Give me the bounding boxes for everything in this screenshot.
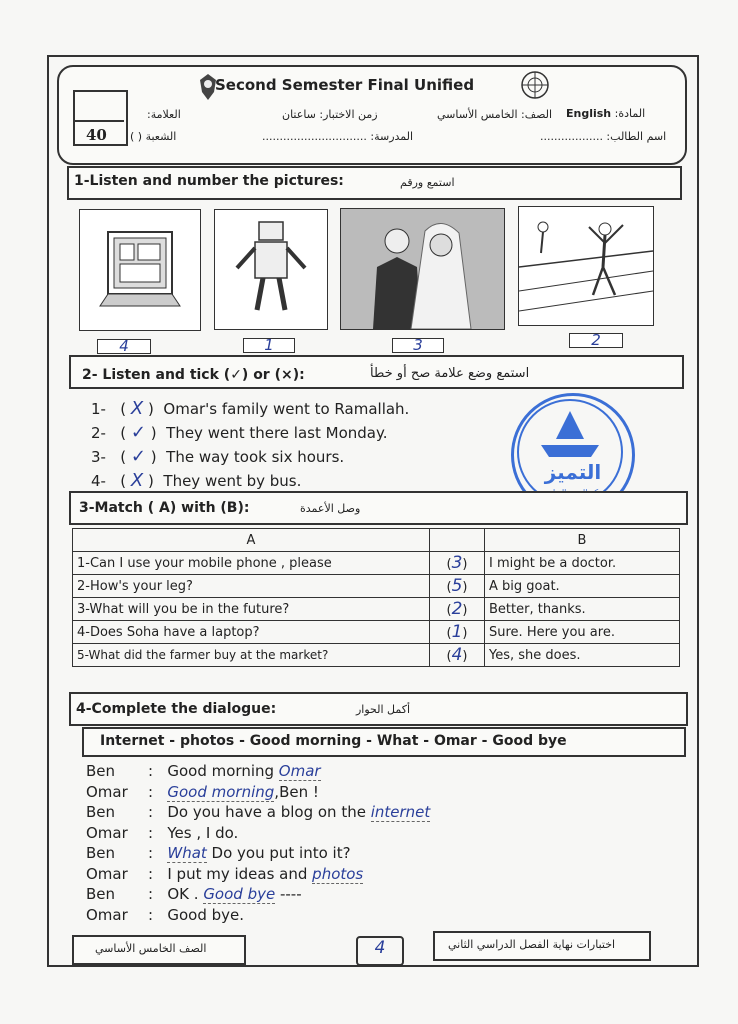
subject-value: English [566, 107, 612, 120]
dialogue-line: Omar : Good morning,Ben ! [86, 782, 319, 801]
subject-label: المادة: [614, 107, 646, 120]
section4-title-ar: أكمل الحوار [356, 703, 411, 716]
tick-item-mark[interactable]: ✓ [130, 422, 146, 443]
dialogue-text: Yes , I do. [167, 823, 239, 842]
school-label: المدرسة: .............................. [262, 130, 414, 143]
picture4-answer-box[interactable] [569, 333, 623, 348]
section1-title: 1-Listen and number the pictures: [74, 173, 344, 189]
section1-title-ar: استمع ورقم [400, 176, 455, 189]
dialogue-text: Good bye. [167, 905, 245, 924]
match-header-row [73, 529, 680, 552]
dialogue-text: Good morning [167, 762, 279, 780]
match-question: 3-What will you be in the future? [73, 598, 430, 621]
match-response: A big goat. [485, 575, 680, 598]
match-question: 5-What did the farmer buy at the market? [73, 644, 430, 667]
match-answer: 3 [451, 553, 463, 573]
match-answer-cell[interactable]: (4) [430, 644, 485, 667]
match-question: 4-Does Soha have a laptop? [73, 621, 430, 644]
match-answer: 1 [451, 622, 463, 642]
dialogue-text: OK . [167, 885, 204, 903]
section-label: الشعبة ( ) [130, 130, 177, 143]
dialogue-answer[interactable]: Good bye [203, 885, 276, 903]
dialogue-answer[interactable]: internet [370, 803, 431, 821]
dialogue [86, 762, 626, 926]
tick-item-4: 4- ( X ) They went by bus. [91, 470, 302, 491]
dialogue-answer[interactable]: photos [312, 864, 364, 883]
tick-item-text: They went there last Monday. [166, 424, 388, 442]
match-answer-cell[interactable]: (5) [430, 575, 485, 598]
dialogue-speaker: Ben [86, 762, 116, 780]
column-b-header: B [485, 529, 680, 552]
exam-title: Second Semester Final Unified [215, 76, 475, 94]
picture3-answer: 3 [413, 336, 423, 354]
tick-item-text: The way took six hours. [166, 448, 345, 466]
dialogue-answer[interactable]: What [167, 844, 207, 862]
dialogue-answer[interactable]: Good morning [167, 782, 275, 801]
match-response: I might be a doctor. [485, 552, 680, 575]
stamp-main-text: التميز [544, 460, 602, 484]
section3-title-ar: وصل الأعمدة [300, 502, 361, 515]
match-table [72, 528, 680, 667]
dialogue-speaker: Ben [86, 885, 116, 903]
match-response: Yes, she does. [485, 644, 680, 667]
total-score: 40 [86, 126, 107, 144]
tick-item-number: 1- [91, 400, 106, 418]
tick-item-mark[interactable]: X [130, 398, 144, 419]
page-number-box [356, 936, 404, 966]
un-logo-icon [520, 70, 550, 104]
table-row [73, 552, 680, 575]
table-row [73, 598, 680, 621]
tick-item-2: 2- ( ✓ ) They went there last Monday. [91, 422, 388, 443]
section2-title: 2- Listen and tick (✓) or (×): [82, 367, 305, 383]
score-divider [73, 120, 124, 122]
dialogue-line: Ben : OK . Good bye ---- [86, 885, 302, 903]
picture1-answer: 4 [119, 337, 129, 355]
dialogue-speaker: Ben [86, 844, 116, 862]
tick-item-number: 2- [91, 424, 106, 442]
match-response: Sure. Here you are. [485, 621, 680, 644]
dialogue-speaker: Omar [86, 823, 128, 842]
section4-title: 4-Complete the dialogue: [76, 701, 277, 717]
footer-left-text: الصف الخامس الأساسي [95, 942, 207, 955]
picture1-answer-box[interactable] [97, 339, 151, 354]
page-number: 4 [374, 938, 386, 958]
picture2-answer-box[interactable] [243, 338, 295, 353]
match-question: 2-How's your leg? [73, 575, 430, 598]
match-answer-cell[interactable]: (3) [430, 552, 485, 575]
answer-column-header [430, 529, 485, 552]
match-answer: 5 [451, 576, 463, 596]
column-a-header: A [73, 529, 430, 552]
match-answer: 4 [451, 645, 463, 665]
computer-picture [79, 209, 201, 331]
dialogue-text-after: ,Ben ! [274, 782, 319, 801]
tick-item-mark[interactable]: ✓ [130, 446, 146, 467]
student-name-label: اسم الطالب: .................. [540, 130, 667, 143]
table-row [73, 644, 680, 667]
tick-item-1: 1- ( X ) Omar's family went to Ramallah. [91, 398, 410, 419]
wedding-couple-picture [340, 208, 505, 330]
dialogue-text: Do you have a blog on the [167, 803, 371, 821]
section3-title: 3-Match ( A) with (B): [79, 500, 250, 516]
race-finish-picture [518, 206, 654, 326]
table-row [73, 575, 680, 598]
tick-item-number: 4- [91, 472, 106, 490]
picture3-answer-box[interactable] [392, 338, 444, 353]
dialogue-answer[interactable]: Omar [278, 762, 321, 780]
dialogue-speaker: Omar [86, 782, 128, 801]
dialogue-speaker: Ben [86, 803, 116, 821]
match-answer: 2 [451, 599, 463, 619]
table-row [73, 621, 680, 644]
tick-item-text: Omar's family went to Ramallah. [163, 400, 410, 418]
dialogue-text: I put my ideas and [167, 864, 313, 883]
picture4-answer: 2 [591, 331, 601, 349]
dialogue-line: Omar : Yes , I do. [86, 823, 239, 842]
word-bank: Internet - photos - Good morning - What - Omar - Good bye [100, 733, 567, 749]
section2-title-ar: استمع وضع علامة صح أو خطأ [370, 366, 530, 381]
dialogue-text-after: Do you put into it? [206, 844, 351, 862]
dialogue-line: Ben : Good morning Omar [86, 762, 321, 780]
tick-item-3: 3- ( ✓ ) The way took six hours. [91, 446, 345, 467]
tick-item-text: They went by bus. [163, 472, 302, 490]
robot-picture [214, 209, 328, 330]
class-label: الصف: الخامس الأساسي [437, 108, 553, 121]
dialogue-speaker: Omar [86, 864, 128, 883]
match-question: 1-Can I use your mobile phone , please [73, 552, 430, 575]
picture2-answer: 1 [264, 336, 274, 354]
match-response: Better, thanks. [485, 598, 680, 621]
tick-item-number: 3- [91, 448, 106, 466]
match-answer-cell[interactable]: (2) [430, 598, 485, 621]
dialogue-line: Ben : Do you have a blog on the internet [86, 803, 431, 821]
dialogue-speaker: Omar [86, 905, 128, 924]
dialogue-line: Omar : Good bye. [86, 905, 245, 924]
exam-time-label: زمن الاختبار: ساعتان [282, 108, 378, 121]
dialogue-text-after: ---- [275, 885, 302, 903]
match-answer-cell[interactable]: (1) [430, 621, 485, 644]
footer-right-text: اختبارات نهاية الفصل الدراسي الثاني [448, 938, 616, 951]
mark-label: العلامة: [147, 108, 181, 121]
subject-field [566, 107, 645, 120]
dialogue-line: Omar : I put my ideas and photos [86, 864, 364, 883]
dialogue-line: Ben : What Do you put into it? [86, 844, 351, 862]
tick-item-mark[interactable]: X [130, 470, 144, 491]
